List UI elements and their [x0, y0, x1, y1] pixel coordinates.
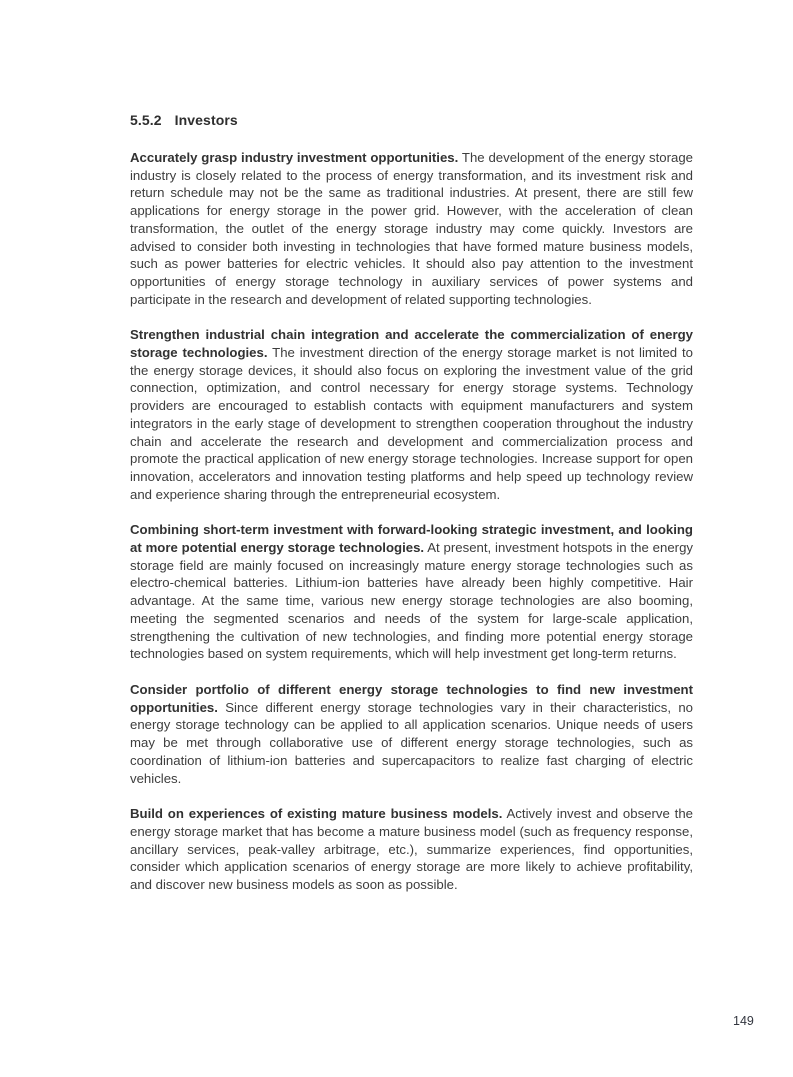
- section-heading: [130, 112, 693, 128]
- paragraph-body: The investment direction of the energy storage market is not limited to the energy storage devices, it should also focus on exploring the investment value of the grid connection, optimization, and control necessary for energy storage systems. Technology providers are encouraged to establish contacts with equipment manufacturers and system integrators in the early stage of development to strengthen cooperation throughout the industry chain and accelerate the research and development and commercialization process and promote the practical application of new energy storage technologies. Increase support for open innovation, accelerators and innovation testing platforms and help speed up technology review and experience sharing through the entrepreneurial ecosystem.: [130, 345, 693, 502]
- paragraph-lead: Consider portfolio of different energy storage technologies to find new investment opportunities.: [130, 681, 693, 715]
- page-number: 149: [733, 1014, 754, 1028]
- section-title: Investors: [174, 112, 238, 128]
- paragraph-body: At present, investment hotspots in the energy storage field are mainly focused on increasingly mature energy storage technologies such as electro-chemical batteries. Lithium-ion batteries have already been highly competitive. Hair advantage. At the same time, various new energy storage technologies are also booming, meeting the segmented scenarios and needs of the system for large-scale application, strengthening the cultivation of new technologies, and finding more potential energy storage technologies based on system requirements, which will help investment get long-term returns.: [130, 540, 693, 662]
- paragraph-short-term-investment: [130, 521, 693, 663]
- paragraph-body: Since different energy storage technologies vary in their characteristics, no energy storage technology can be applied to all application scenarios. Unique needs of users may be met through collaborative use of different energy storage technologies, such as coordination of lithium-ion batteries and supercapacitors to realize fast charging of electric vehicles.: [130, 699, 693, 786]
- paragraph-lead: Strengthen industrial chain integration and accelerate the commercialization of energy storage technologies.: [130, 327, 693, 361]
- paragraph-lead: Combining short-term investment with forward-looking strategic investment, and looking at more potential energy storage technologies.: [130, 522, 693, 556]
- paragraph-industrial-chain: [130, 326, 693, 503]
- page-content: [130, 112, 693, 912]
- section-number: 5.5.2: [130, 112, 162, 128]
- paragraph-investment-opportunities: [130, 149, 693, 308]
- paragraph-business-models: [130, 805, 693, 894]
- paragraph-lead: Accurately grasp industry investment opportunities.: [130, 150, 459, 165]
- paragraph-lead: Build on experiences of existing mature business models.: [130, 806, 503, 822]
- paragraph-portfolio: [130, 681, 693, 787]
- paragraph-body: Actively invest and observe the energy storage market that has become a mature business model (such as frequency response, ancillary services, peak-valley arbitrage, etc.), summarize experiences, find opportunities, consider which application scenarios of energy storage are more likely to achieve profitability, and discover new business models as soon as possible.: [130, 806, 693, 893]
- paragraph-body: The development of the energy storage industry is closely related to the process of energy transformation, and its investment risk and return schedule may not be the same as traditional industries. At present, there are still few applications for energy storage in the power grid. However, with the acceleration of clean transformation, the outlet of the energy storage industry may come quickly. Investors are advised to consider both investing in technologies that have formed mature business models, such as power batteries for electric vehicles. It should also pay attention to the investment opportunities of energy storage technology in auxiliary services of power systems and participate in the research and development of related supporting technologies.: [130, 150, 693, 307]
